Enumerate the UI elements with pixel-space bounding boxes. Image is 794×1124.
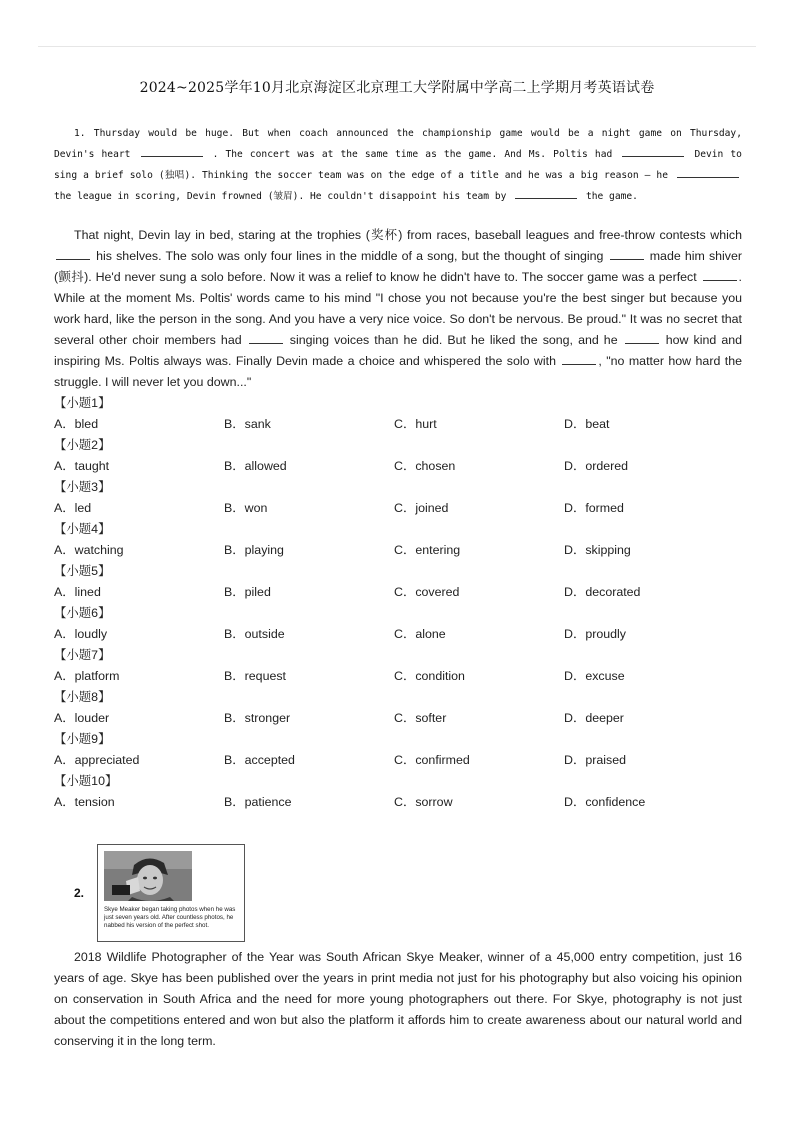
subquestion-options bbox=[54, 666, 754, 687]
q2-photo-figure bbox=[97, 844, 245, 942]
subquestion-label: 【小题1】 bbox=[54, 396, 111, 410]
q1-intro-text-5: the game. bbox=[585, 191, 638, 202]
subquestion-label: 【小题6】 bbox=[54, 606, 111, 620]
blank-6 bbox=[610, 247, 644, 260]
subquestion-options bbox=[54, 792, 754, 813]
blank-1 bbox=[141, 145, 203, 157]
blank-7 bbox=[703, 268, 737, 281]
option-d[interactable]: D．decorated bbox=[564, 585, 641, 599]
subquestion-label: 【小题4】 bbox=[54, 522, 111, 536]
option-b[interactable]: B．allowed bbox=[224, 459, 287, 473]
blank-4 bbox=[515, 187, 577, 199]
q1-story-text-3: made him shiver (颤抖). He'd never sung a solo before. Now it was a relief to know he didn't have to. The soccer game was a perfect bbox=[54, 249, 742, 284]
subquestion-options bbox=[54, 540, 754, 561]
subquestion-options bbox=[54, 498, 754, 519]
blank-5 bbox=[56, 247, 90, 260]
subquestion-label: 【小题2】 bbox=[54, 438, 111, 452]
option-b[interactable]: B．request bbox=[224, 669, 286, 683]
option-a[interactable]: A．bled bbox=[54, 417, 99, 431]
subquestion-label: 【小题3】 bbox=[54, 480, 111, 494]
q1-story-text-2: his shelves. The solo was only four lines in the middle of a song, but the thought of singing bbox=[96, 249, 604, 263]
option-a[interactable]: A．lined bbox=[54, 585, 101, 599]
subquestion-options bbox=[54, 456, 754, 477]
option-d[interactable]: D．formed bbox=[564, 501, 624, 515]
blank-3 bbox=[677, 166, 739, 178]
blank-9 bbox=[625, 331, 659, 344]
blank-2 bbox=[622, 145, 684, 157]
option-d[interactable]: D．skipping bbox=[564, 543, 631, 557]
option-d[interactable]: D．proudly bbox=[564, 627, 626, 641]
subquestion-label: 【小题8】 bbox=[54, 690, 111, 704]
option-d[interactable]: D．ordered bbox=[564, 459, 629, 473]
subquestion-options bbox=[54, 582, 754, 603]
option-a[interactable]: A．appreciated bbox=[54, 753, 140, 767]
q1-intro-text-3: Devin to sing a brief solo (独唱). Thinking the soccer team was on the edge of a title and he was a big reason — he bbox=[54, 149, 742, 181]
option-b[interactable]: B．accepted bbox=[224, 753, 295, 767]
q1-story-text-1: That night, Devin lay in bed, staring at the trophies (奖杯) from races, baseball leagues and free-throw contests which bbox=[74, 228, 742, 242]
option-b[interactable]: B．piled bbox=[224, 585, 271, 599]
option-d[interactable]: D．beat bbox=[564, 417, 610, 431]
q1-subquestions bbox=[54, 393, 754, 813]
option-b[interactable]: B．stronger bbox=[224, 711, 291, 725]
q1-number: 1. bbox=[74, 128, 86, 139]
photographer-photo bbox=[104, 851, 192, 901]
q1-story-text-6: how kind and inspiring Ms. Poltis always was. Finally Devin made a choice and whispered the solo with bbox=[54, 333, 743, 368]
option-d[interactable]: D．praised bbox=[564, 753, 626, 767]
option-c[interactable]: C．softer bbox=[394, 711, 447, 725]
subquestion-options bbox=[54, 750, 754, 771]
option-c[interactable]: C．joined bbox=[394, 501, 449, 515]
option-b[interactable]: B．playing bbox=[224, 543, 284, 557]
option-d[interactable]: D．deeper bbox=[564, 711, 624, 725]
subquestion-options bbox=[54, 624, 754, 645]
option-c[interactable]: C．condition bbox=[394, 669, 465, 683]
subquestion-label: 【小题9】 bbox=[54, 732, 111, 746]
q1-story-text-7: , "no matter how hard the struggle. I will never let you down..." bbox=[54, 354, 742, 389]
option-b[interactable]: B．sank bbox=[224, 417, 271, 431]
option-c[interactable]: C．covered bbox=[394, 585, 460, 599]
option-c[interactable]: C．hurt bbox=[394, 417, 437, 431]
q1-story-paragraph bbox=[54, 225, 742, 393]
option-b[interactable]: B．outside bbox=[224, 627, 285, 641]
option-c[interactable]: C．chosen bbox=[394, 459, 456, 473]
option-b[interactable]: B．patience bbox=[224, 795, 292, 809]
top-divider bbox=[38, 46, 756, 47]
photo-caption: Skye Meaker began taking photos when he was just seven years old. After countless photos, he nabbed his version of the perfect shot. bbox=[104, 906, 236, 929]
subquestion-label: 【小题7】 bbox=[54, 648, 111, 662]
option-a[interactable]: A．tension bbox=[54, 795, 115, 809]
option-a[interactable]: A．loudly bbox=[54, 627, 108, 641]
q1-intro-paragraph bbox=[54, 123, 742, 207]
q2-number: 2. bbox=[74, 886, 85, 900]
option-a[interactable]: A．watching bbox=[54, 543, 124, 557]
option-b[interactable]: B．won bbox=[224, 501, 268, 515]
option-a[interactable]: A．taught bbox=[54, 459, 110, 473]
option-c[interactable]: C．confirmed bbox=[394, 753, 470, 767]
q1-intro-text-4: the league in scoring, Devin frowned (皱眉). He couldn't disappoint his team by bbox=[54, 191, 507, 202]
blank-8 bbox=[249, 331, 283, 344]
option-a[interactable]: A．led bbox=[54, 501, 92, 515]
option-d[interactable]: D．excuse bbox=[564, 669, 625, 683]
option-c[interactable]: C．alone bbox=[394, 627, 446, 641]
subquestion-options bbox=[54, 708, 754, 729]
subquestion-label: 【小题5】 bbox=[54, 564, 111, 578]
q2-paragraph bbox=[54, 947, 742, 1052]
q1-story-text-5: singing voices than he did. But he liked the song, and he bbox=[289, 333, 618, 347]
photo-illustration bbox=[104, 851, 192, 901]
q1-intro-text-1: Thursday would be huge. But when coach announced the championship game would be a night game on Thursday, Devin's heart bbox=[54, 128, 742, 160]
subquestion-label: 【小题10】 bbox=[54, 774, 118, 788]
option-c[interactable]: C．sorrow bbox=[394, 795, 453, 809]
option-a[interactable]: A．platform bbox=[54, 669, 120, 683]
q1-story-text-4: . While at the moment Ms. Poltis' words came to his mind "I chose you not because you're the best singer but because you work hard, like the person in the song. And you have a very nice voice. So don't be nervous. Be proud." It was no secret that several other choir members had bbox=[54, 270, 742, 347]
subquestion-options bbox=[54, 414, 754, 435]
q1-intro-text-2: . The concert was at the same time as the game. And Ms. Poltis had bbox=[212, 149, 613, 160]
blank-10 bbox=[562, 352, 596, 365]
option-a[interactable]: A．louder bbox=[54, 711, 110, 725]
option-d[interactable]: D．confidence bbox=[564, 795, 646, 809]
option-c[interactable]: C．entering bbox=[394, 543, 461, 557]
page-title: 2024~2025学年10月北京海淀区北京理工大学附属中学高二上学期月考英语试卷 bbox=[139, 80, 655, 96]
q2-paragraph-text: 2018 Wildlife Photographer of the Year was South African Skye Meaker, winner of a 45,000 entry competition, just 16 years of age. Skye has been published over the years in print media not just for his photography but also voicing his opinion on conservation in South Africa and the need for more young photographers out there. For Skye, photography is not just about the competitions entered and won but also the platform it affords him to create awareness about our natural world and conserving it in the long term. bbox=[54, 950, 742, 1048]
